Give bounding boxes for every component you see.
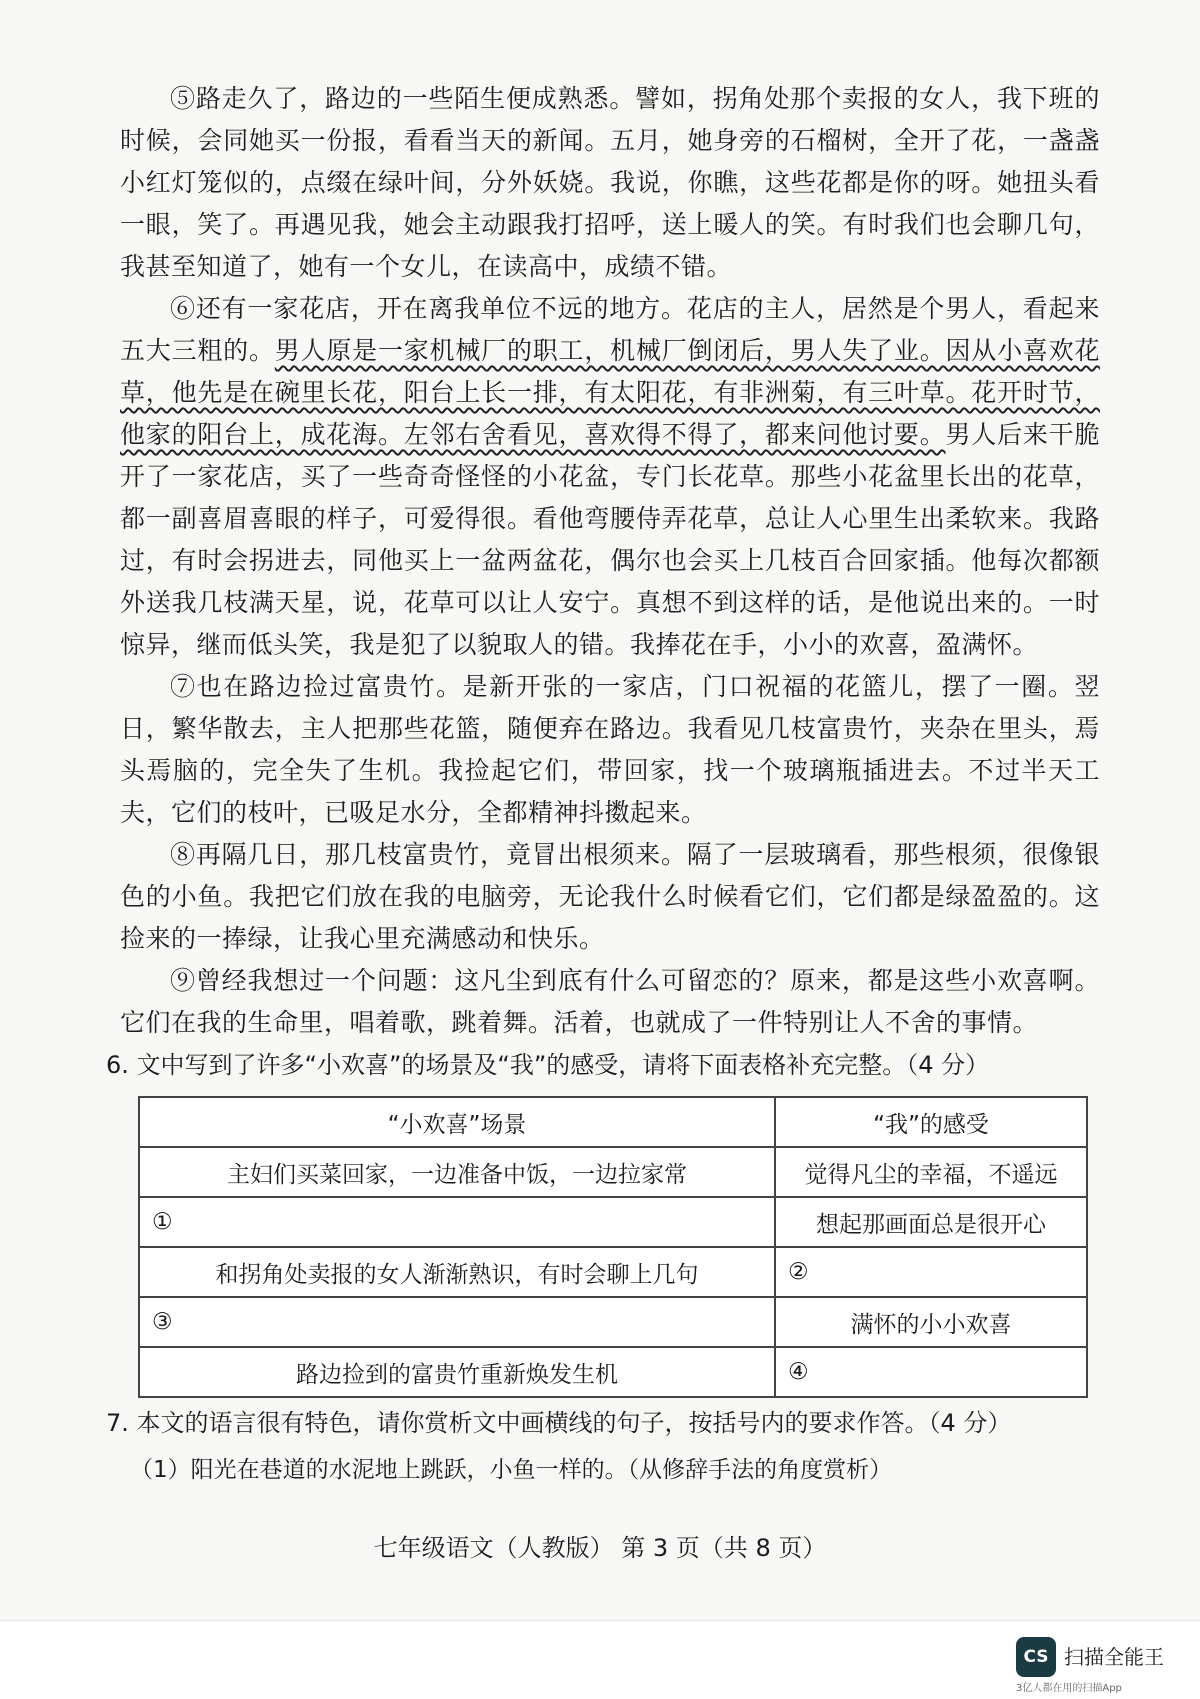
question-7-part-1: （1）阳光在巷道的水泥地上跳跃，小鱼一样的。（从修辞手法的角度赏析） <box>130 1457 893 1483</box>
table-row <box>139 1247 1087 1297</box>
paragraph-5: ⑤路走久了，路边的一些陌生便成熟悉。譬如，拐角处那个卖报的女人，我下班的时候，会同她买一份报，看看当天的新闻。五月，她身旁的石榴树，全开了花，一盏盏小红灯笼似的，点缀在绿叶间，分外妖娆。我说，你瞧，这些花都是你的呀。她扭头看一眼，笑了。再遇见我，她会主动跟我打招呼，送上暖人的笑。有时我们也会聊几句，我甚至知道了，她有一个女儿，在读高中，成绩不错。 <box>120 84 1100 281</box>
scene-cell-blank-1: ① <box>139 1197 775 1247</box>
scene-cell: 和拐角处卖报的女人渐渐熟识，有时会聊上几句 <box>139 1247 775 1297</box>
scene-cell: 主妇们买菜回家，一边准备中饭，一边拉家常 <box>139 1147 775 1197</box>
scanner-app-name: 扫描全能王 <box>1064 1645 1164 1669</box>
paragraph-6-underlined: 男人原是一家机械厂的职工，机械厂倒闭后，男人失了业。因从小喜欢花草，他先是在碗里长花，阳台上长一排，有太阳花，有非洲菊，有三叶草。花开时节，他家的阳台上，成花海。左邻右舍看见，喜欢得不得了，都来问他讨要。 <box>120 336 1100 449</box>
feeling-cell-blank-2: ② <box>775 1247 1087 1297</box>
scene-cell-blank-3: ③ <box>139 1297 775 1347</box>
paragraph-8: ⑧再隔几日，那几枝富贵竹，竟冒出根须来。隔了一层玻璃看，那些根须，很像银色的小鱼。我把它们放在我的电脑旁，无论我什么时候看它们，它们都是绿盈盈的。这捡来的一捧绿，让我心里充满感动和快乐。 <box>120 840 1100 953</box>
page-footer: 七年级语文（人教版） 第 3 页（共 8 页） <box>373 1534 827 1562</box>
question-6: 6. 文中写到了许多“小欢喜”的场景及“我”的感受，请将下面表格补充完整。（4 分） <box>106 1051 990 1079</box>
scanner-badge <box>1016 1635 1176 1694</box>
feeling-cell: 满怀的小小欢喜 <box>775 1297 1087 1347</box>
table-header-row <box>139 1097 1087 1147</box>
paragraph-7: ⑦也在路边捡过富贵竹。是新开张的一家店，门口祝福的花篮儿，摆了一圈。翌日，繁华散去，主人把那些花篮，随便弃在路边。我看见几枝富贵竹，夹杂在里头，焉头焉脑的，完全失了生机。我捡起它们，带回家，找一个玻璃瓶插进去。不过半天工夫，它们的枝叶，已吸足水分，全都精神抖擞起来。 <box>120 672 1100 827</box>
feeling-cell-blank-4: ④ <box>775 1347 1087 1397</box>
scanner-watermark-bar <box>0 1620 1200 1699</box>
scene-feeling-table <box>138 1096 1088 1398</box>
paragraph-9: ⑨曾经我想过一个问题：这凡尘到底有什么可留恋的？原来，都是这些小欢喜啊。它们在我的生命里，唱着歌，跳着舞。活着，也就成了一件特别让人不舍的事情。 <box>120 966 1100 1037</box>
table-row <box>139 1197 1087 1247</box>
header-scene: “小欢喜”场景 <box>139 1097 775 1147</box>
header-feeling: “我”的感受 <box>775 1097 1087 1147</box>
page-content <box>106 78 1100 1490</box>
feeling-cell: 觉得凡尘的幸福，不遥远 <box>775 1147 1087 1197</box>
scene-cell: 路边捡到的富贵竹重新焕发生机 <box>139 1347 775 1397</box>
paragraph-6-end: 男人后来干脆开了一家花店，买了一些奇奇怪怪的小花盆，专门长花草。那些小花盆里长出的花草，都一副喜眉喜眼的样子，可爱得很。看他弯腰侍弄花草，总让人心里生出柔软来。我路过，有时会拐进去，同他买上一盆两盆花，偶尔也会买上几枝百合回家插。他每次都额外送我几枝满天星，说，花草可以让人安宁。真想不到这样的话，是他说出来的。一时惊异，继而低头笑，我是犯了以貌取人的错。我捧花在手，小小的欢喜，盈满怀。 <box>120 420 1100 659</box>
scanner-tagline: 3亿人都在用的扫描App <box>1016 1683 1122 1694</box>
table-row <box>139 1147 1087 1197</box>
camscanner-logo-icon: CS <box>1016 1637 1056 1677</box>
paragraph-6-start: ⑥还有一家花店，开在离我单位不远的地方。花店的主人，居然是个男人，看起来五大三粗的。 <box>120 294 1100 365</box>
feeling-cell: 想起那画面总是很开心 <box>775 1197 1087 1247</box>
table-row <box>139 1347 1087 1397</box>
question-7: 7. 本文的语言很有特色，请你赏析文中画横线的句子，按括号内的要求作答。（4 分） <box>106 1409 1012 1437</box>
table-row <box>139 1297 1087 1347</box>
paragraph-6 <box>120 288 1100 666</box>
